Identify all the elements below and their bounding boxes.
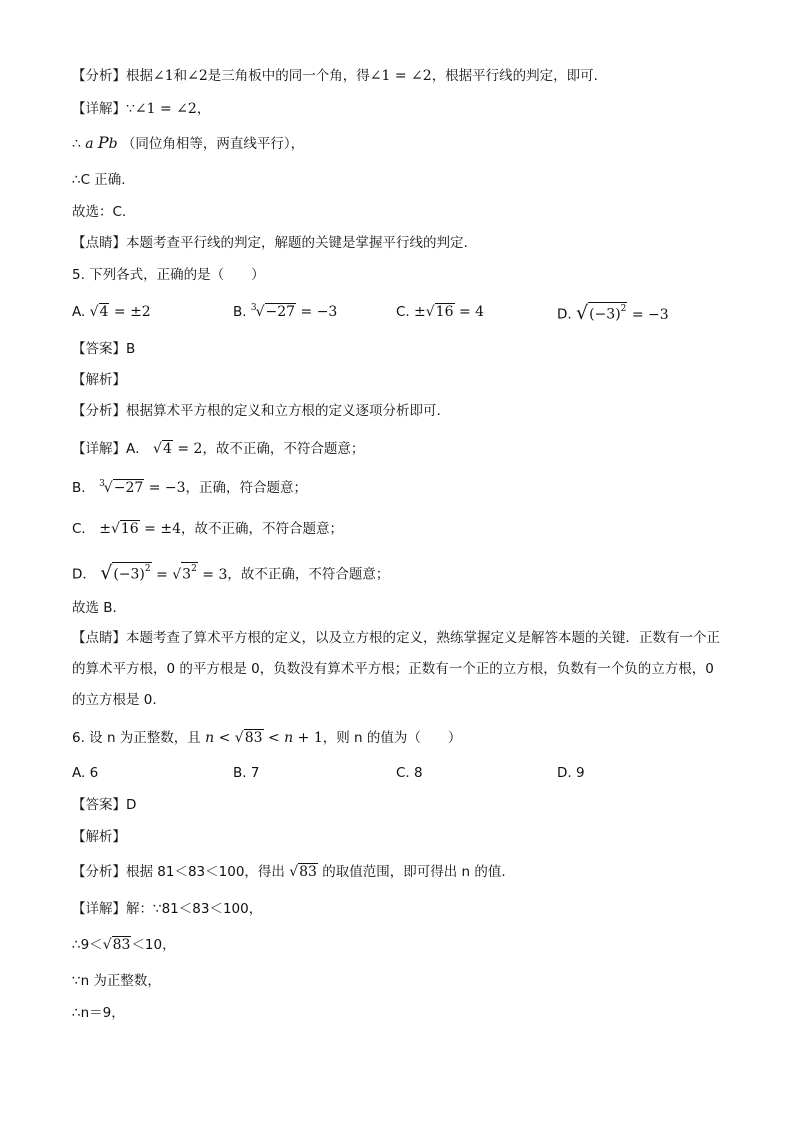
rhs: = 2 [177, 441, 203, 457]
sqrt-expression [289, 864, 318, 880]
analysis-tag: 【分析】 [72, 403, 126, 419]
q6-analysis [72, 862, 506, 882]
analysis-tag: 【分析】 [72, 864, 126, 880]
radicand: 16 [435, 304, 454, 320]
note-text: 本题考查了算术平方根的定义，以及立方根的定义，熟练掌握定义是解答本题的关键．正数有一个正的算术平方根，0 的平方根是 0，负数没有算术平方根；正数有一个正的立方根，负数有一个负的立方根，0 的立方根是 0. [72, 630, 720, 708]
q5-detail-c [72, 519, 343, 539]
radicand: −27 [113, 480, 144, 496]
q5-option-a [72, 302, 151, 322]
label: B． [72, 480, 95, 496]
radicand: 16 [120, 521, 139, 537]
sqrt-expression [153, 441, 202, 457]
line-a: a [85, 136, 94, 152]
detail-tag: 【详解】A． [72, 441, 149, 457]
analysis-tag: 【分析】 [72, 68, 126, 84]
question-6-stem [72, 728, 461, 748]
q6-option-c: C. 8 [396, 765, 423, 781]
root-index: 3 [99, 479, 105, 489]
cbrt-expression [251, 304, 337, 320]
radicand [588, 302, 627, 323]
sqrt-expression [414, 304, 484, 320]
rhs: = ±4 [144, 521, 181, 537]
text: 根据 [126, 68, 153, 84]
plus-minus: ± [414, 304, 426, 320]
radical-sign: √ [153, 441, 162, 457]
q6-option-a: A. 6 [72, 765, 99, 781]
q5-detail-a [72, 439, 364, 459]
detail-tag: 【详解】 [72, 101, 126, 117]
q5-answer: 【答案】B [72, 341, 136, 357]
radical-sign: √ [172, 566, 182, 583]
option-label: A. [72, 304, 86, 320]
rhs: = −3 [631, 306, 669, 323]
q5-detail-b [72, 478, 307, 500]
q5-option-c [396, 302, 484, 322]
text: ，根据平行线的判定，即可. [431, 68, 598, 84]
q6-jiexi: 【解析】 [72, 829, 126, 845]
radicand: −27 [265, 304, 296, 320]
stem-text: ，则 n 的值为（ ） [322, 730, 462, 746]
option-label: C. [396, 304, 410, 320]
radical-sign: √ [289, 864, 299, 880]
note-tag: 【点睛】 [72, 630, 126, 646]
note-line [72, 233, 468, 253]
q5-note [72, 623, 722, 716]
radicand-base: 3 [182, 566, 192, 583]
angle-equation: ∠1 = ∠2 [369, 68, 432, 84]
stem-text: 6. 设 n 为正整数，且 [72, 730, 201, 746]
rhs: = 4 [458, 304, 485, 320]
radical-sign: √ [103, 480, 113, 496]
detail-text: 解：∵81＜83＜100， [126, 901, 263, 917]
exponent: 2 [144, 564, 151, 574]
q5-option-d [557, 302, 669, 325]
text: ，正确，符合题意； [185, 480, 308, 496]
radicand: 83 [112, 937, 131, 953]
text: ，故不正确，不符合题意； [202, 441, 365, 457]
plus-one: + 1 [297, 730, 323, 746]
plus-minus: ± [99, 521, 111, 537]
detail-text: ∴9＜ [72, 937, 103, 953]
sqrt-expression [90, 304, 151, 320]
q5-choose: 故选 B． [72, 600, 127, 616]
note-text: 本题考查平行线的判定，解题的关键是掌握平行线的判定. [126, 235, 468, 251]
analysis-line-1 [72, 66, 598, 86]
sqrt-expression [103, 937, 132, 953]
q6-detail-1 [72, 899, 262, 919]
text: 是三角板中的同一个角，得 [207, 68, 370, 84]
q6-option-d: D. 9 [557, 765, 585, 781]
exponent: 2 [620, 304, 627, 314]
inequality [205, 730, 323, 746]
var-n: n [284, 730, 294, 746]
radical-sign: √ [102, 937, 112, 953]
text: ， [196, 101, 211, 117]
radicand: 4 [162, 441, 172, 457]
radicand [112, 562, 151, 583]
exponent: 2 [191, 564, 197, 574]
text: ，故不正确，不符合题意； [227, 566, 390, 583]
radical-sign: √ [425, 304, 435, 320]
text: ，故不正确，不符合题意； [181, 521, 343, 537]
q6-option-b: B. 7 [233, 765, 260, 781]
rhs: = 3 [202, 566, 228, 583]
lt: < [267, 730, 280, 746]
rhs: = ±2 [113, 304, 151, 320]
sqrt-expression [100, 561, 228, 584]
angle-1: ∠1 [153, 68, 174, 84]
label: C． [72, 521, 95, 537]
cbrt-expression [99, 480, 185, 496]
q5-analysis [72, 401, 441, 421]
radicand: 4 [99, 304, 109, 320]
root-index: 3 [250, 303, 257, 313]
text: （同位角相等，两直线平行）， [121, 136, 305, 152]
radicand-base: (−3) [113, 566, 145, 583]
q5-option-b [233, 302, 337, 324]
detail-line-3: ∴C 正确. [72, 172, 126, 188]
q6-detail-4: ∴n＝9， [72, 1005, 125, 1021]
line-b: b [108, 136, 118, 152]
analysis-text: 根据算术平方根的定义和立方根的定义逐项分析即可. [126, 403, 441, 419]
text: 和 [173, 68, 188, 84]
angle-2: ∠2 [187, 68, 208, 84]
radical-sign: √ [234, 730, 244, 746]
radicand: 83 [244, 730, 263, 746]
question-5-stem: 5. 下列各式，正确的是（ ） [72, 267, 265, 283]
radicand [181, 562, 198, 583]
analysis-text: 的取值范围，即可得出 n 的值. [322, 864, 506, 880]
var-n: n [205, 730, 215, 746]
radical-sign: √ [100, 561, 113, 584]
q5-jiexi: 【解析】 [72, 372, 126, 388]
option-label: B. [233, 304, 247, 320]
lt: < [218, 730, 231, 746]
radical-sign: √ [575, 301, 589, 324]
radical-sign: √ [255, 304, 265, 320]
option-label: D. [557, 306, 572, 323]
detail-text: ＜10， [131, 937, 176, 953]
radicand-base: (−3) [589, 306, 621, 323]
radical-sign: √ [110, 521, 120, 537]
therefore-symbol: ∴ [72, 136, 81, 152]
detail-line-1 [72, 99, 210, 119]
q6-detail-2 [72, 935, 176, 955]
analysis-text: 根据 81＜83＜100，得出 [126, 864, 285, 880]
label: D． [72, 566, 96, 583]
sqrt-expression [575, 301, 669, 324]
parallel-symbol: P [97, 133, 109, 152]
radicand: 83 [299, 864, 317, 880]
q5-detail-d [72, 562, 389, 585]
angle-equation: ∠1 = ∠2 [134, 101, 197, 117]
because-symbol: ∵ [126, 101, 135, 117]
note-tag: 【点睛】 [72, 235, 126, 251]
radical-sign: √ [89, 304, 99, 320]
detail-line-2 [72, 133, 304, 154]
detail-tag: 【详解】 [72, 901, 126, 917]
rhs: = −3 [148, 480, 186, 496]
q6-detail-3: ∵n 为正整数， [72, 973, 161, 989]
sqrt-expression [99, 521, 181, 537]
equals: = [156, 566, 168, 583]
rhs: = −3 [300, 304, 338, 320]
q6-answer: 【答案】D [72, 797, 137, 813]
choice-line: 故选：C. [72, 204, 127, 220]
